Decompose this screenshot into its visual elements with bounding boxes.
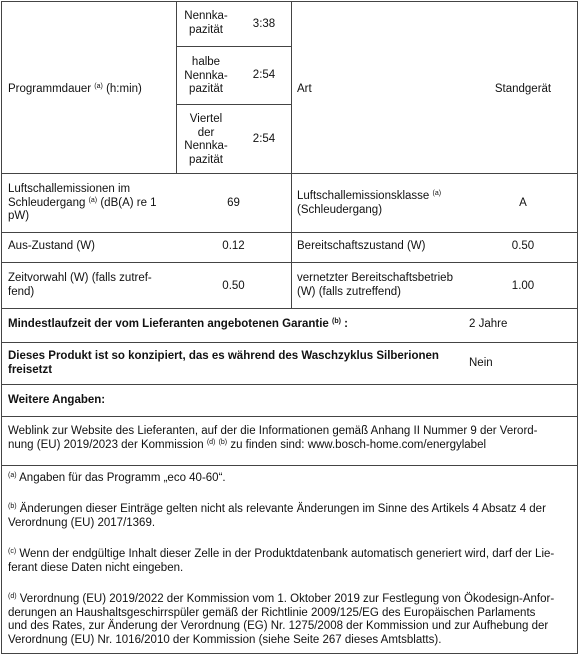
column-divider: [176, 1, 177, 173]
viertel-nennkapazitaet-value: 2:54: [252, 133, 276, 145]
garantie-label: Mindestlaufzeit der vom Lieferanten angebotenen Garantie $^{(b)}$ :: [8, 318, 348, 330]
zeitvorwahl-label: Zeitvorwahl (W) (falls zutref- fend): [8, 272, 152, 298]
silberionen-value: Nein: [469, 357, 493, 369]
row-divider: [1, 308, 578, 309]
viertel-nennkapazitaet-label: Viertel der Nennka- pazität: [184, 113, 228, 166]
row-divider: [176, 104, 291, 105]
halbe-nennkapazitaet-value: 2:54: [252, 69, 276, 81]
row-divider: [1, 173, 578, 174]
bereitschaftszustand-label: Bereitschaftszustand (W): [297, 240, 426, 252]
row-divider: [176, 46, 291, 47]
aus-zustand-label: Aus-Zustand (W): [8, 240, 95, 252]
vernetzter-bereitschaftsbetrieb-label: vernetzter Bereitschaftsbetrieb (W) (falls zutreffend): [297, 272, 453, 298]
zeitvorwahl-value: 0.50: [222, 280, 245, 292]
art-value: Standgerät: [494, 83, 552, 95]
garantie-value: 2 Jahre: [469, 318, 508, 330]
bereitschaftszustand-value: 0.50: [511, 240, 535, 252]
halbe-nennkapazitaet-label: halbe Nennka- pazität: [184, 56, 228, 95]
nennkapazitaet-label: Nennka- pazität: [184, 10, 228, 36]
nennkapazitaet-value: 3:38: [252, 18, 276, 30]
luftschall-label: Luftschallemissionen im Schleudergang $^{(a)}$ (dB(A) re 1 pW): [8, 183, 157, 222]
row-divider: [1, 384, 578, 385]
footnote-d: $^{(d)}$ Verordnung (EU) 2019/2022 der Kommission vom 1. Oktober 2019 zur Festlegung von Ökodesign-Anfor- derungen an Haushaltsgeschirrspüler gemäß der Richtlinie 2009/125/EG des Europäischen Parlaments und des Rates, zur Änderung der Verordnung (EG) Nr. 1275/2008 der Kommission und zur Aufhebung der Verordnung (EU) Nr. 1016/2010 der Kommission (siehe Seite 267 dieses Amtsblatts).: [8, 593, 555, 646]
weitere-angaben-heading: Weitere Angaben:: [8, 394, 106, 406]
luftschallklasse-value: A: [519, 197, 527, 209]
luftschall-value: 69: [227, 197, 240, 209]
footnote-a: $^{(a)}$ Angaben für das Programm „eco 40-60“.: [8, 472, 226, 484]
aus-zustand-value: 0.12: [222, 240, 245, 252]
row-divider: [1, 342, 578, 343]
silberionen-label: Dieses Produkt ist so konzipiert, das es während des Waschzyklus Silberionen freisetzt: [8, 350, 439, 376]
art-label: Art: [297, 83, 312, 95]
programmdauer-label: Programmdauer $^{(a)}$ (h:min): [8, 83, 142, 95]
row-divider: [1, 416, 578, 417]
weblink-text: Weblink zur Website des Lieferanten, auf der die Informationen gemäß Anhang II Nummer 9 der Verord- nung (EU) 2019/2023 der Kommission $^{(d)}$ $^{(b)}$ zu finden sind: www.bosch-home.com/energylabel: [8, 425, 538, 451]
column-divider: [291, 1, 292, 308]
row-divider: [1, 232, 578, 233]
luftschallklasse-label: Luftschallemissionsklasse $^{(a)}$ (Schleudergang): [297, 190, 442, 216]
vernetzter-bereitschaftsbetrieb-value: 1.00: [511, 280, 535, 292]
footnote-b: $^{(b)}$ Änderungen dieser Einträge gelten nicht als relevante Änderungen im Sinne des Artikels 4 Absatz 4 der Verordnung (EU) 2017/1369.: [8, 503, 546, 529]
row-divider: [1, 262, 578, 263]
row-divider: [1, 465, 578, 466]
footnote-c: $^{(c)}$ Wenn der endgültige Inhalt dieser Zelle in der Produktdatenbank automatisch generiert wird, darf der Lie- ferant diese Daten nicht eingeben.: [8, 548, 555, 574]
